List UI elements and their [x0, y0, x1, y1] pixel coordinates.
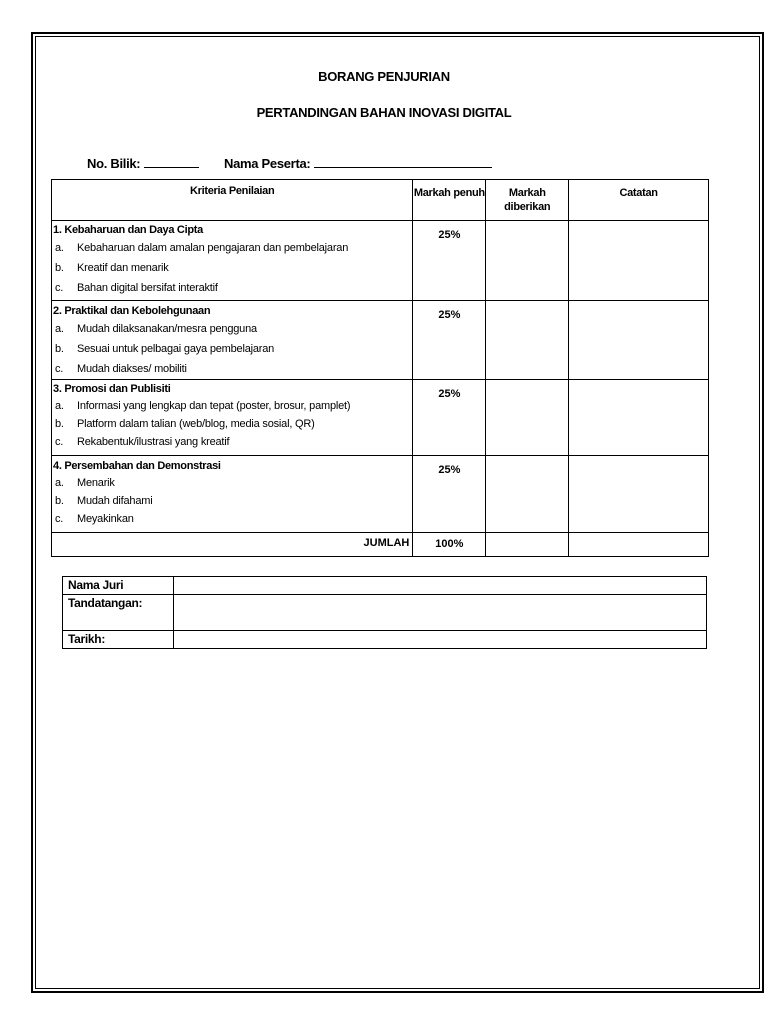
nama-peserta-field[interactable]: [224, 156, 492, 171]
nama-juri-field[interactable]: [173, 577, 706, 595]
catatan-1[interactable]: [569, 221, 709, 301]
list-item: b. Mudah difahami: [55, 495, 153, 507]
section-criteria-4: [52, 456, 413, 533]
catatan-4[interactable]: [569, 456, 709, 533]
jumlah-markah-diberikan[interactable]: [486, 533, 569, 557]
markah-diberikan-2[interactable]: [486, 301, 569, 380]
section-criteria-2: [52, 301, 413, 380]
section-row-1: [52, 221, 709, 301]
juri-row-tarikh: [63, 631, 707, 649]
juri-row-tandatangan: [63, 595, 707, 631]
list-item: c. Meyakinkan: [55, 513, 134, 525]
catatan-2[interactable]: [569, 301, 709, 380]
markah-diberikan-3[interactable]: [486, 380, 569, 456]
bilik-label: No. Bilik:: [87, 156, 141, 171]
form-subtitle: PERTANDINGAN BAHAN INOVASI DIGITAL: [256, 105, 512, 120]
header-kriteria: Kriteria Penilaian: [52, 180, 413, 221]
list-item: c. Rekabentuk/ilustrasi yang kreatif: [55, 436, 230, 448]
section-row-2: [52, 301, 709, 380]
section-criteria-1: [52, 221, 413, 301]
tandatangan-field[interactable]: [173, 595, 706, 631]
header-markah-diberikan: Markah diberikan: [486, 180, 569, 221]
bilik-field[interactable]: [87, 156, 199, 171]
markah-penuh-1: 25%: [413, 221, 486, 301]
header-row: [52, 180, 709, 221]
list-item: c. Bahan digital bersifat interaktif: [55, 282, 218, 294]
section-title-1: 1. Kebaharuan dan Daya Cipta: [53, 224, 203, 236]
juri-row-nama: [63, 577, 707, 595]
section-criteria-3: [52, 380, 413, 456]
jumlah-label: JUMLAH: [52, 533, 413, 557]
markah-diberikan-1[interactable]: [486, 221, 569, 301]
section-title-2: 2. Praktikal dan Kebolehgunaan: [53, 305, 211, 317]
list-item: c. Mudah diakses/ mobiliti: [55, 363, 187, 375]
list-item: b. Kreatif dan menarik: [55, 262, 169, 274]
list-item: a. Kebaharuan dalam amalan pengajaran dan pembelajaran: [55, 242, 349, 254]
markah-penuh-2: 25%: [413, 301, 486, 380]
juri-table: [62, 576, 707, 649]
list-item: a. Mudah dilaksanakan/mesra pengguna: [55, 323, 257, 335]
criteria-table: [51, 179, 709, 557]
markah-penuh-4: 25%: [413, 456, 486, 533]
list-item: a. Menarik: [55, 477, 115, 489]
jumlah-value: 100%: [413, 533, 486, 557]
nama-juri-label: Nama Juri: [63, 577, 174, 595]
header-markah-penuh: Markah penuh: [413, 180, 486, 221]
jumlah-row: [52, 533, 709, 557]
form-title: BORANG PENJURIAN: [318, 69, 450, 84]
tarikh-field[interactable]: [173, 631, 706, 649]
jumlah-catatan[interactable]: [569, 533, 709, 557]
markah-diberikan-4[interactable]: [486, 456, 569, 533]
catatan-3[interactable]: [569, 380, 709, 456]
nama-peserta-label: Nama Peserta:: [224, 156, 311, 171]
section-row-4: [52, 456, 709, 533]
list-item: b. Sesuai untuk pelbagai gaya pembelajaran: [55, 343, 275, 355]
list-item: b. Platform dalam talian (web/blog, media sosial, QR): [55, 418, 315, 430]
tandatangan-label: Tandatangan:: [63, 595, 174, 631]
header-catatan: Catatan: [569, 180, 709, 221]
tarikh-label: Tarikh:: [63, 631, 174, 649]
nama-peserta-blank[interactable]: [314, 156, 492, 168]
section-title-3: 3. Promosi dan Publisiti: [53, 383, 171, 395]
section-title-4: 4. Persembahan dan Demonstrasi: [53, 460, 221, 472]
list-item: a. Informasi yang lengkap dan tepat (poster, brosur, pamplet): [55, 400, 351, 412]
bilik-blank[interactable]: [144, 156, 199, 168]
markah-penuh-3: 25%: [413, 380, 486, 456]
section-row-3: [52, 380, 709, 456]
